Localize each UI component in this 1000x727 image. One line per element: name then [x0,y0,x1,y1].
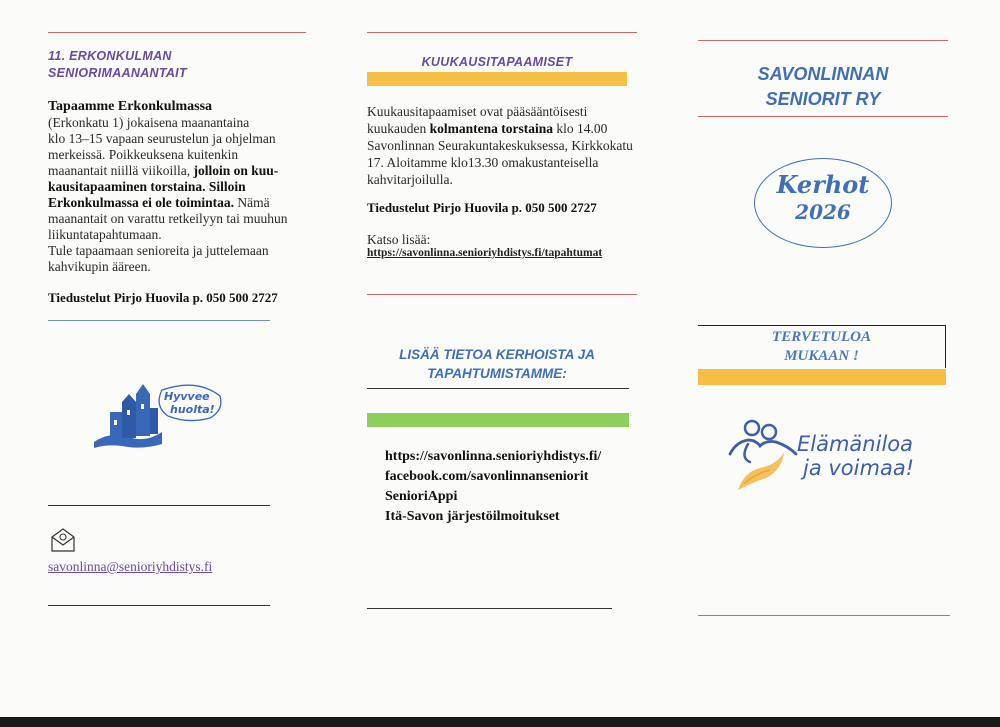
col1-text-part: maanantait niillä viikoilla, [48,163,194,178]
events-link[interactable]: https://savonlinna.senioriyhdistys.fi/tapahtumat [367,247,603,259]
col1-heading-line1: 11. ERKONKULMAN [48,49,172,63]
col2-text-line: 17. Aloitamme klo13.30 omakustanteisella [367,155,599,170]
slogan-line1: Elämäniloa [797,432,913,456]
welcome-line1: TERVETULOA [772,329,871,345]
email-link[interactable]: savonlinna@senioriyhdistys.fi [48,559,213,574]
col1-rule [48,320,270,321]
kerhot-oval [754,158,892,248]
col2-rule [367,608,612,609]
col2-text-line: Savonlinnan Seurakuntakeskuksessa, Kirkkokatu [367,138,633,153]
welcome-box [698,325,946,368]
col1-text-line [48,195,318,211]
col1-heading [48,48,308,82]
col2-top-rule [367,32,637,33]
col1-text-line: merkeissä. Poikkeuksena kuitenkin [48,147,239,162]
col1-text-line [48,163,318,179]
col2-link-list [385,447,601,527]
col2-text-bold: kolmantena torstaina [429,121,553,136]
col1-text-line: maanantait on varattu retkeilyyn tai muuhun [48,211,288,226]
col1-rule [48,605,270,606]
col1-body [48,99,318,275]
col2-heading-bar [367,72,627,86]
col1-text-line: Tule tapaamaan senioreita ja juttelemaan [48,243,269,258]
col1-text-line: (Erkonkatu 1) jokaisena maanantaina [48,115,250,130]
castle-logo-text [164,390,215,416]
castle-logo-text-line2: huolta! [170,403,215,416]
col1-heading-line2: SENIORIMAANANTAIT [48,66,187,80]
col2-rule [367,388,629,389]
castle-logo [92,380,227,450]
envelope-at-icon [50,527,76,553]
welcome-bar [698,369,946,385]
slogan-line2: ja voimaa! [803,456,915,480]
col1-contact: Tiedustelut Pirjo Huovila p. 050 500 2727 [48,290,278,305]
col2-contact: Tiedustelut Pirjo Huovila p. 050 500 2727 [367,200,597,215]
col2-rule [367,294,637,295]
announcements-link[interactable]: Itä-Savon järjestöilmoitukset [385,509,560,524]
two-people-heart-logo-icon [726,418,801,493]
col2-more-label: Katso lisää: [367,232,431,247]
org-name-line1: SAVONLINNAN [757,64,889,84]
col1-text-bold: jolloin on kuu- [193,163,279,178]
senioriappi-link[interactable]: SenioriAppi [385,489,458,504]
org-name [698,62,948,112]
castle-logo-text-line1: Hyvvee [164,390,210,403]
col1-rule [48,505,270,506]
col3-rule [698,116,948,117]
slogan [797,432,914,480]
col1-intro: Tapaamme Erkonkulmassa [48,99,213,114]
org-name-line2: SENIORIT RY [765,89,881,109]
col2-info-heading-line1: LISÄÄ TIETOA KERHOISTA JA [399,347,595,362]
col2-text-line [367,120,647,137]
col1-text-bold: kausitapaaminen torstaina. Silloin [48,179,246,194]
col1-top-rule [48,32,306,33]
kerhot-title: Kerhot [776,170,870,199]
col2-green-bar [367,413,629,427]
col2-heading: KUUKAUSITAPAAMISET [421,55,573,69]
welcome-line2: MUKAAN ! [784,348,859,364]
col3-top-rule [698,40,948,41]
col2-body [367,103,647,188]
col2-text-part: klo 14.00 [553,121,608,136]
col1-text-bold: Erkonkulmassa ei ole toimintaa. [48,195,235,210]
col2-info-heading [367,345,627,383]
col2-text-part: kuukauden [367,121,430,136]
website-link[interactable]: https://savonlinna.senioriyhdistys.fi/ [385,449,602,464]
col1-text-line: kahvikupin ääreen. [48,259,151,274]
col3-bottom-rule [698,615,950,616]
scan-bottom-edge [0,717,1000,727]
col2-text-line: Kuukausitapaamiset ovat pääsääntöisesti [367,104,588,119]
kerhot-year: 2026 [795,200,851,224]
col2-info-heading-line2: TAPAHTUMISTAMME: [427,366,567,381]
col1-text-line: liikuntatapahtumaan. [48,227,162,242]
col1-text-line: klo 13–15 vapaan seurustelun ja ohjelman [48,131,276,146]
col2-text-line: kahvitarjoilulla. [367,172,453,187]
col1-text-part: Nämä [234,195,270,210]
col1-text-line [48,179,318,195]
facebook-link[interactable]: facebook.com/savonlinnanseniorit [385,469,589,484]
